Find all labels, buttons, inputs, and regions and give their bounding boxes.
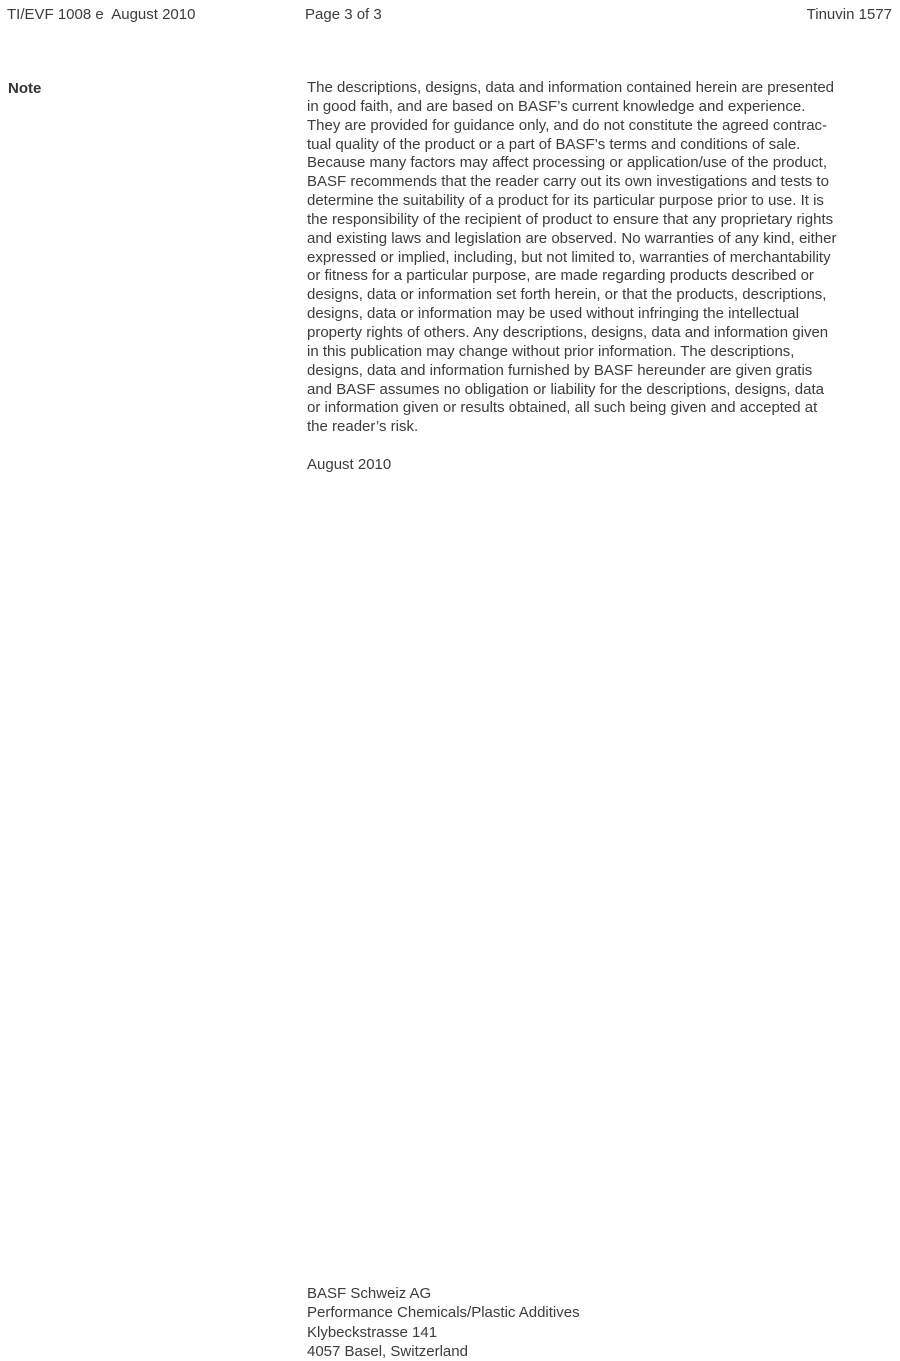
note-disclaimer-line: Because many factors may affect processing or application/use of the product,: [307, 154, 828, 172]
product-name: Tinuvin 1577: [806, 6, 892, 23]
note-disclaimer-line: in good faith, and are based on BASF’s current knowledge and experience.: [307, 97, 806, 115]
note-disclaimer-line: expressed or implied, including, but not limited to, warranties of merchantability: [307, 248, 831, 266]
note-label: Note: [8, 80, 42, 97]
note-disclaimer-line: BASF recommends that the reader carry out its own investigations and tests to: [307, 173, 829, 191]
doc-reference-and-date: TI/EVF 1008 e August 2010: [7, 6, 196, 23]
note-disclaimer-line: designs, data or information set forth herein, or that the products, descriptions,: [307, 286, 827, 304]
note-disclaimer-line: or fitness for a particular purpose, are made regarding products described or: [307, 267, 814, 285]
footer-address-line: 4057 Basel, Switzerland: [307, 1343, 468, 1361]
note-date: August 2010: [307, 456, 392, 473]
note-disclaimer-line: property rights of others. Any descriptions, designs, data and information given: [307, 323, 829, 341]
note-disclaimer-line: They are provided for guidance only, and do not constitute the agreed contrac-: [307, 116, 828, 134]
footer-address-line: Klybeckstrasse 141: [307, 1323, 438, 1341]
note-disclaimer-line: The descriptions, designs, data and information contained herein are presented: [307, 79, 834, 96]
footer-address-line: Performance Chemicals/Plastic Additives: [307, 1304, 580, 1322]
footer-address-line: BASF Schweiz AG: [307, 1285, 432, 1302]
footer-address: [307, 1284, 580, 1361]
note-disclaimer-line: and existing laws and legislation are observed. No warranties of any kind, either: [307, 229, 837, 247]
note-disclaimer-line: and BASF assumes no obligation or liability for the descriptions, designs, data: [307, 380, 824, 398]
note-disclaimer-line: determine the suitability of a product for its particular purpose prior to use. It is: [307, 192, 824, 210]
page-number: Page 3 of 3: [305, 6, 382, 23]
note-disclaimer-line: designs, data and information furnished by BASF hereunder are given gratis: [307, 361, 813, 379]
note-disclaimer-line: the responsibility of the recipient of product to ensure that any proprietary rights: [307, 210, 834, 228]
note-disclaimer-line: tual quality of the product or a part of BASF’s terms and conditions of sale.: [307, 135, 801, 153]
note-disclaimer-line: in this publication may change without prior information. The descriptions,: [307, 342, 795, 360]
note-disclaimer-line: the reader’s risk.: [307, 418, 419, 436]
note-disclaimer-line: designs, data or information may be used without infringing the intellectual: [307, 305, 799, 323]
note-disclaimer-paragraph: [307, 79, 887, 437]
note-disclaimer-line: or information given or results obtained, all such being given and accepted at: [307, 399, 818, 417]
